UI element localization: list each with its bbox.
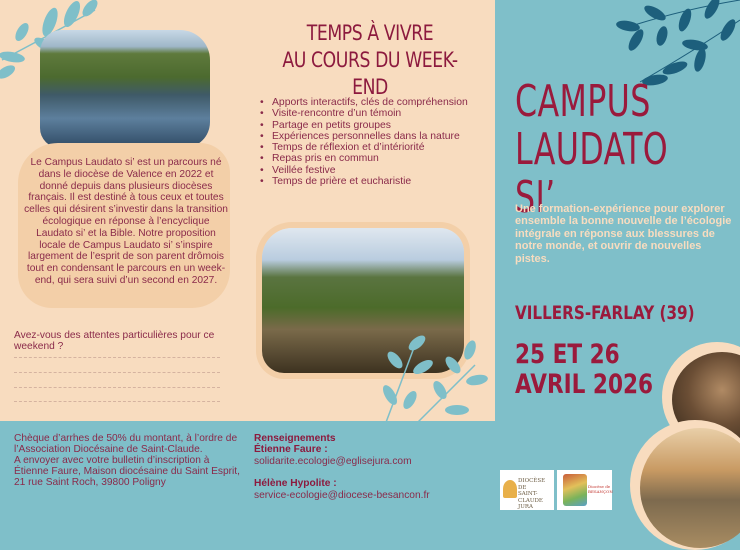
mailing-instructions: A envoyer avec votre bulletin d’inscription à Étienne Faure, Maison diocésaine du Saint Esprit, 21 rue Saint Roch, 39800 Poligny [14,455,240,488]
payment-info [14,433,244,488]
contact2-name: Hélène Hypolite : [254,478,337,490]
diocese-saint-claude-logo [500,470,554,510]
location: VILLERS-FARLAY (39) [515,302,695,324]
list-item: • Temps de réflexion et d’intériorité [260,142,490,153]
leaf-branch-icon [365,325,490,425]
answer-line-2[interactable] [14,372,220,373]
activities-list [260,97,490,187]
contact1-email-link[interactable]: solidarite.ecologie@eglisejura.com [254,455,412,467]
lake-photo [40,30,210,148]
list-item: • Veillée festive [260,165,490,176]
list-item: • Apports interactifs, clés de compréhension [260,97,490,108]
date-line2: AVRIL 2026 [515,369,654,400]
list-item: • Expériences personnelles dans la nature [260,131,490,142]
sun-icon [503,480,517,498]
tagline: Une formation-expérience pour explorer ensemble la bonne nouvelle de l’écologie intégrale en réponse aux blessures de notre monde, et ouvrir de nouvelles pistes. [515,203,732,265]
logo1-text: DIOCÈSE DE [518,478,546,491]
contact2-email-link[interactable]: service-ecologie@diocese-besancon.fr [254,489,430,501]
date-line1: 25 ET 26 [515,339,620,370]
campus-title [515,78,673,222]
activities-title-line2: AU COURS DU WEEK-END [282,48,458,99]
logo2-text: Diocèse de [588,484,611,489]
contact-heading: Renseignements [254,433,336,444]
intro-paragraph: Le Campus Laudato si’ est un parcours né dans le diocèse de Valence en 2022 et donné depuis dans plusieurs diocèses français. Il est destiné à tous ceux et toutes celles qui désirent s’investir dans la transition écologique en réponse à l’encyclique Laudato si’ et la Bible. Notre proposition locale de Campus Laudato si’ s’inspire largement de l’esprit de son parent drômois tout en condensant le parcours en un week-end, qui sera suivi d’un second en 2027. [24,157,228,286]
payment-instructions: Chèque d’arrhes de 50% du montant, à l’ordre de l’Association Diocésaine de Saint-Claude. [14,433,238,455]
campus-title-line1: CAMPUS [515,76,651,127]
campus-title-line2: LAUDATO SI’ [515,124,669,223]
list-item: • Partage en petits groupes [260,120,490,131]
activities-title-line1: TEMPS À VIVRE [306,21,434,45]
diocese-besancon-logo [557,470,612,510]
answer-line-3[interactable] [14,387,220,388]
answer-line-1[interactable] [14,357,220,358]
contact1-name: Étienne Faure : [254,444,328,456]
list-item: • Visite-rencontre d’un témoin [260,108,490,119]
answer-line-4[interactable] [14,401,220,402]
church-icon [563,474,587,506]
list-item: • Repas pris en commun [260,153,490,164]
logo1-text: JURA [518,504,533,510]
logo1-text: SAINT-CLAUDE [518,491,543,504]
contact-info [254,433,484,501]
event-date [515,340,653,400]
logo2-text: BESANÇON [588,489,613,494]
expectations-question: Avez-vous des attentes particulières pour ce weekend ? [14,330,215,352]
activities-title [272,20,469,101]
list-item: • Temps de prière et eucharistie [260,176,490,187]
